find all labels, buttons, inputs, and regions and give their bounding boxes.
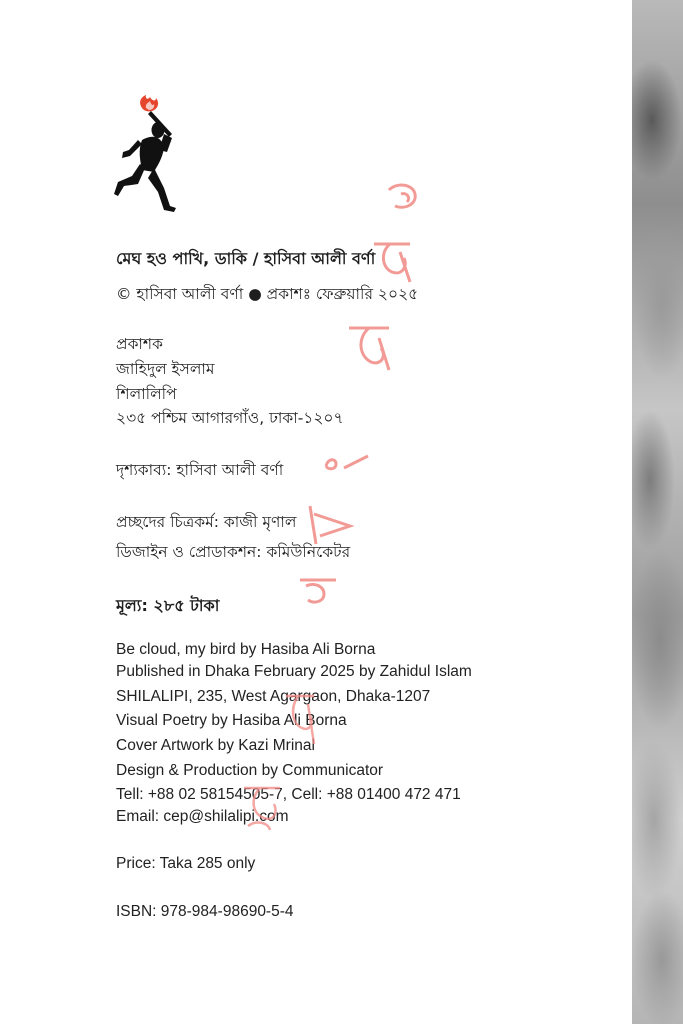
english-address-line: SHILALIPI, 235, West Agargaon, Dhaka-1207 xyxy=(116,688,431,705)
bangla-copyright-line: © হাসিবা আলী বর্ণা ● প্রকাশঃ ফেব্রুয়ারি ২০২৫ xyxy=(116,285,419,303)
bangla-cover-art: প্রচ্ছদের চিত্রকর্ম: কাজী মৃণাল xyxy=(116,513,297,531)
publisher-address: ২৩৫ পশ্চিম আগারগাঁও, ঢাকা-১২০৭ xyxy=(116,409,344,427)
isbn-line: ISBN: 978-984-98690-5-4 xyxy=(116,903,294,920)
bangla-visual-poetry: দৃশ্যকাব্য: হাসিবা আলী বর্ণা xyxy=(116,461,284,479)
english-tel: Tell: +88 02 58154505-7, Cell: +88 01400 472 471 xyxy=(116,786,461,803)
bangla-design: ডিজাইন ও প্রোডাকশন: কমিউনিকেটর xyxy=(116,543,351,561)
english-published-line: Published in Dhaka February 2025 by Zahidul Islam xyxy=(116,663,472,680)
english-price: Price: Taka 285 only xyxy=(116,855,256,872)
stamp-mark xyxy=(296,572,340,608)
torch-runner-icon xyxy=(112,94,182,214)
stamp-mark xyxy=(370,238,416,286)
stamp-mark xyxy=(300,500,356,550)
bangla-title-line: মেঘ হও পাখি, ডাকি / হাসিবা আলী বর্ণা xyxy=(116,249,376,268)
publisher-heading: প্রকাশক xyxy=(116,335,163,353)
stamp-mark xyxy=(240,782,286,836)
english-cover-art: Cover Artwork by Kazi Mrinal xyxy=(116,737,315,754)
publisher-name: জাহিদুল ইসলাম xyxy=(116,360,215,378)
english-email: Email: cep@shilalipi.com xyxy=(116,808,289,825)
stamp-mark xyxy=(345,320,395,376)
stamp-mark xyxy=(280,690,320,750)
english-title-line: Be cloud, my bird by Hasiba Ali Borna xyxy=(116,641,376,658)
bangla-price: মূল্য: ২৮৫ টাকা xyxy=(116,596,220,615)
stamp-mark xyxy=(322,452,372,476)
page-edge-shadow xyxy=(632,0,683,1024)
english-visual-poetry: Visual Poetry by Hasiba Ali Borna xyxy=(116,712,347,729)
stamp-mark xyxy=(383,180,423,214)
english-design: Design & Production by Communicator xyxy=(116,762,384,779)
publisher-org: শিলালিপি xyxy=(116,385,177,403)
